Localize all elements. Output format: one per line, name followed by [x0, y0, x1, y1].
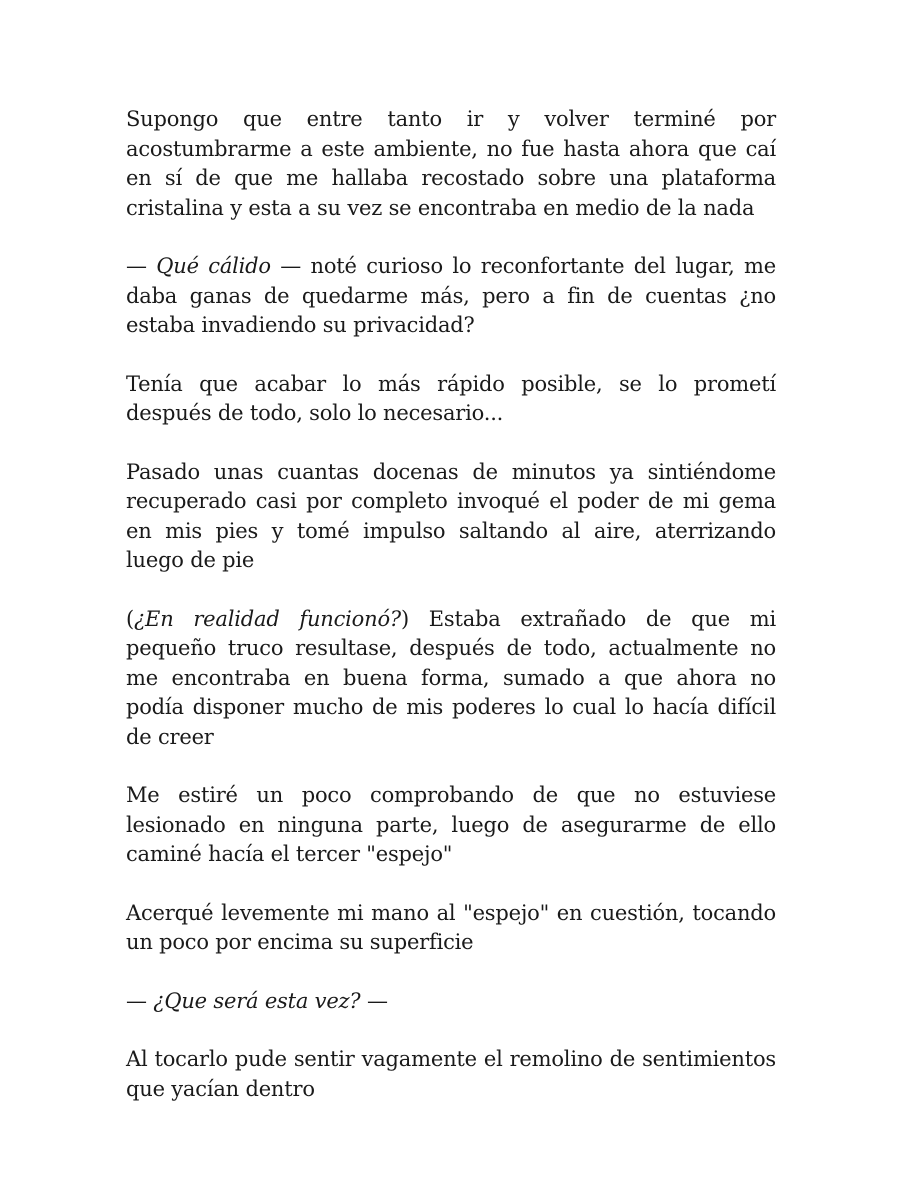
paragraph [126, 1045, 776, 1104]
paragraph-text: Acerqué levemente mi mano al "espejo" en cuestión, tocando un poco por encima su superficie [126, 900, 776, 954]
paragraph-text: — noté curioso lo reconfortante del lugar, me daba ganas de quedarme más, pero a fin de cuentas ¿no estaba invadiendo su privacidad? [126, 254, 776, 337]
paragraph [126, 781, 776, 870]
paragraph [126, 458, 776, 576]
paragraph-text: Tenía que acabar lo más rápido posible, se lo prometí después de todo, solo lo necesario... [126, 371, 776, 425]
paragraph-text: ) Estaba extrañado de que mi pequeño truco resultase, después de todo, actualmente no me encontraba en buena forma, sumado a que ahora no podía disponer mucho de mis poderes lo cual lo hacía difícil de creer [126, 606, 777, 749]
paragraph-text: — [126, 254, 157, 278]
paragraph-text: Supongo que entre tanto ir y volver terminé por acostumbrarme a este ambiente, no fue hasta ahora que caí en sí de que me hallaba recostado sobre una plataforma cristalina y esta a su vez se encontraba en medio de la nada [126, 107, 776, 220]
paragraph [126, 370, 776, 429]
paragraph-text: Me estiré un poco comprobando de que no estuviese lesionado en ninguna parte, luego de asegurarme de ello caminé hacía el tercer "espejo" [126, 783, 776, 866]
paragraph-text: Pasado unas cuantas docenas de minutos ya sintiéndome recuperado casi por completo invoqué el poder de mi gema en mis pies y tomé impulso saltando al aire, aterrizando luego de pie [126, 459, 776, 572]
paragraph [126, 987, 776, 1017]
paragraph-italic-text: ¿Que será esta vez? [153, 988, 361, 1013]
paragraph-text: — [360, 988, 388, 1013]
document-page [126, 105, 776, 1133]
paragraph-text: ( [126, 606, 134, 631]
paragraph [126, 899, 776, 958]
paragraph-text: Al tocarlo pude sentir vagamente el remolino de sentimientos que yacían dentro [126, 1047, 776, 1101]
paragraph-text: — [126, 988, 154, 1013]
paragraph [126, 605, 776, 753]
paragraph [126, 105, 776, 223]
paragraph [126, 252, 776, 341]
paragraph-italic-text: ¿En realidad funcionó? [134, 606, 401, 631]
paragraph-italic-text: Qué cálido [156, 254, 271, 278]
